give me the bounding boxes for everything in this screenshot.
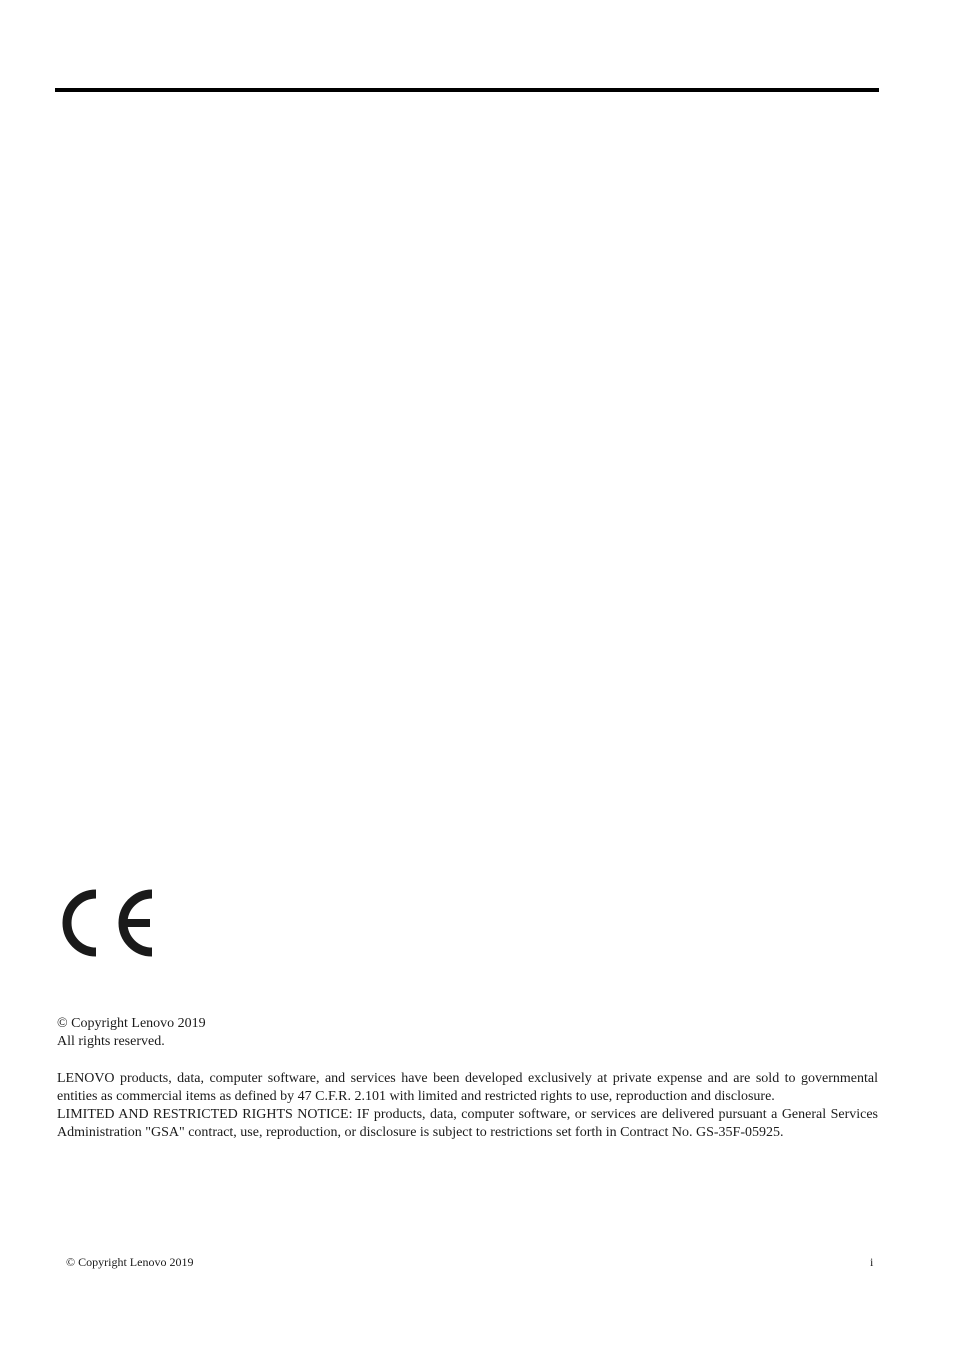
rights-reserved: All rights reserved. [57, 1034, 165, 1049]
ce-mark-icon [60, 888, 160, 958]
page-number: i [870, 1255, 874, 1269]
legal-notice [57, 1070, 878, 1142]
ce-mark-c [67, 894, 96, 952]
top-horizontal-rule [55, 88, 879, 92]
lenovo-products-notice: LENOVO products, data, computer software, and services have been developed exclusively at private expense and are sold to governmental entities as commercial items as defined by 47 C.F.R. 2.101 with limited and restricted rights to use, reproduction and disclosure. [57, 1071, 878, 1104]
ce-mark-e-bar [124, 919, 150, 927]
copyright-block [57, 1015, 878, 1051]
footer-copyright: © Copyright Lenovo 2019 [66, 1255, 194, 1269]
limited-rights-notice: LIMITED AND RESTRICTED RIGHTS NOTICE: IF products, data, computer software, or services are delivered pursuant a General Services Administration "GSA" contract, use, reproduction, or disclosure is subject to restrictions set forth in Contract No. GS-35F-05925. [57, 1107, 878, 1140]
copyright-line: © Copyright Lenovo 2019 [57, 1016, 206, 1031]
